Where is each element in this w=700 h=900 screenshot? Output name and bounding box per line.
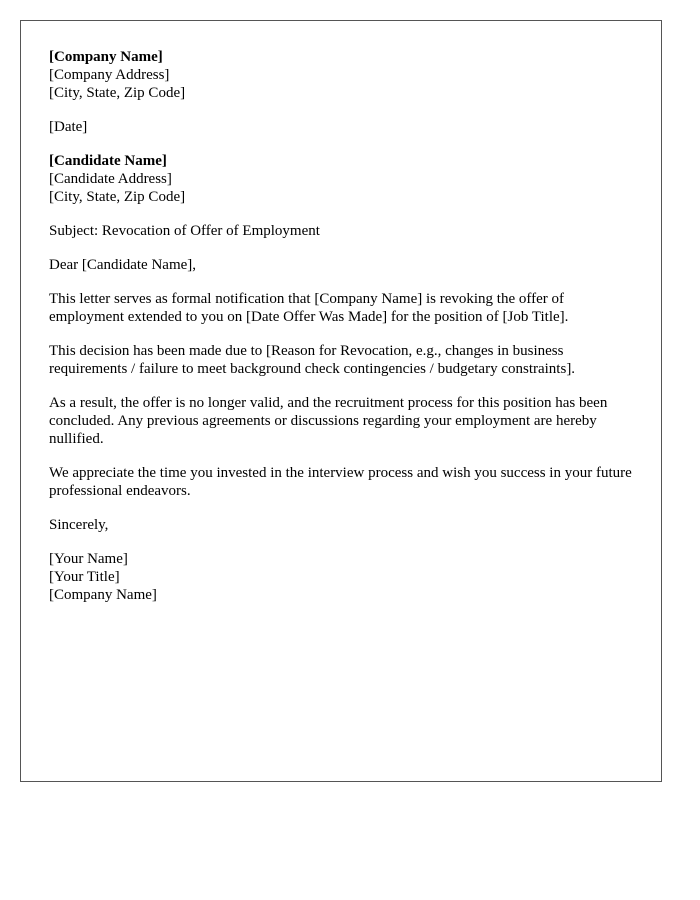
signature-block bbox=[49, 550, 634, 604]
sender-block bbox=[49, 48, 634, 102]
sender-address: [Company Address] bbox=[49, 67, 170, 83]
sender-city: [City, State, Zip Code] bbox=[49, 85, 186, 101]
signature-name: [Your Name] bbox=[49, 551, 128, 567]
recipient-address: [Candidate Address] bbox=[49, 171, 172, 187]
body-paragraph: This decision has been made due to [Reason for Revocation, e.g., changes in business requirements / failure to meet background check contingencies / budgetary constraints]. bbox=[49, 343, 576, 377]
body-paragraph: We appreciate the time you invested in the interview process and wish you success in your future professional endeavors. bbox=[49, 465, 632, 499]
signature-company: [Company Name] bbox=[49, 587, 157, 603]
sender-name: [Company Name] bbox=[49, 49, 163, 65]
body-paragraph: This letter serves as formal notification that [Company Name] is revoking the offer of employment extended to you on [Date Offer Was Made] for the position of [Job Title]. bbox=[49, 291, 569, 325]
letter-date: [Date] bbox=[49, 119, 88, 135]
subject-line: Subject: Revocation of Offer of Employment bbox=[49, 223, 320, 239]
body-paragraph: As a result, the offer is no longer valid, and the recruitment process for this position has been concluded. Any previous agreements or discussions regarding your employment are hereby nullified. bbox=[49, 395, 608, 447]
recipient-name: [Candidate Name] bbox=[49, 153, 167, 169]
closing: Sincerely, bbox=[49, 517, 109, 533]
recipient-city: [City, State, Zip Code] bbox=[49, 189, 186, 205]
recipient-block bbox=[49, 152, 634, 206]
letter bbox=[20, 20, 662, 782]
salutation: Dear [Candidate Name], bbox=[49, 257, 197, 273]
signature-title: [Your Title] bbox=[49, 569, 120, 585]
